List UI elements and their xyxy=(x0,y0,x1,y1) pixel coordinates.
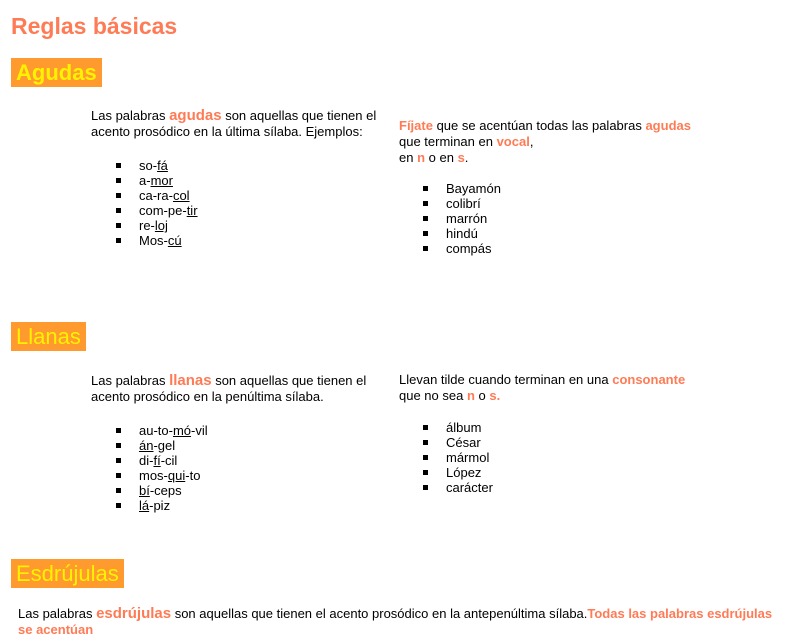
heading-llanas: Llanas xyxy=(11,322,86,351)
list-item: re-loj xyxy=(116,218,198,233)
list-item: hindú xyxy=(423,226,501,241)
list-item: Bayamón xyxy=(423,181,501,196)
list-item: di-fí-cil xyxy=(116,453,208,468)
page-title: Reglas básicas xyxy=(11,13,178,39)
keyword-esdrujulas: esdrújulas xyxy=(96,605,172,622)
list-item: carácter xyxy=(423,480,493,495)
list-item: Mos-cú xyxy=(116,233,198,248)
list-item: mos-qui-to xyxy=(116,468,208,483)
list-item: López xyxy=(423,465,493,480)
list-item: au-to-mó-vil xyxy=(116,423,208,438)
list-item: mármol xyxy=(423,450,493,465)
agudas-rule: Fíjate que se acentúan todas las palabras agudas que terminan en vocal, en n o en s. xyxy=(399,118,691,165)
list-item: colibrí xyxy=(423,196,501,211)
list-item: án-gel xyxy=(116,438,208,453)
heading-agudas: Agudas xyxy=(11,58,102,87)
list-item: so-fá xyxy=(116,158,198,173)
llanas-words-list xyxy=(423,420,493,495)
esdrujulas-intro: Las palabras esdrújulas son aquellas que tienen el acento prosódico en la antepenúltima sílaba.Todas las palabras esdrújulas se acentúan xyxy=(18,605,773,637)
list-item: álbum xyxy=(423,420,493,435)
list-item: bí-ceps xyxy=(116,483,208,498)
heading-esdrujulas: Esdrújulas xyxy=(11,559,124,588)
llanas-rule: Llevan tilde cuando terminan en una consonante que no sea n o s. xyxy=(399,372,686,403)
list-item: marrón xyxy=(423,211,501,226)
list-item: César xyxy=(423,435,493,450)
llanas-examples-list xyxy=(116,423,208,513)
agudas-intro: Las palabras agudas son aquellas que tienen el acento prosódico en la última sílaba. Ejemplos: xyxy=(91,107,377,139)
keyword-agudas: agudas xyxy=(169,107,222,124)
list-item: compás xyxy=(423,241,501,256)
agudas-words-list xyxy=(423,181,501,256)
list-item: com-pe-tir xyxy=(116,203,198,218)
llanas-intro: Las palabras llanas son aquellas que tienen el acento prosódico en la penúltima sílaba. xyxy=(91,372,367,404)
list-item: lá-piz xyxy=(116,498,208,513)
agudas-examples-list xyxy=(116,158,198,248)
keyword-llanas: llanas xyxy=(169,372,212,389)
list-item: a-mor xyxy=(116,173,198,188)
list-item: ca-ra-col xyxy=(116,188,198,203)
